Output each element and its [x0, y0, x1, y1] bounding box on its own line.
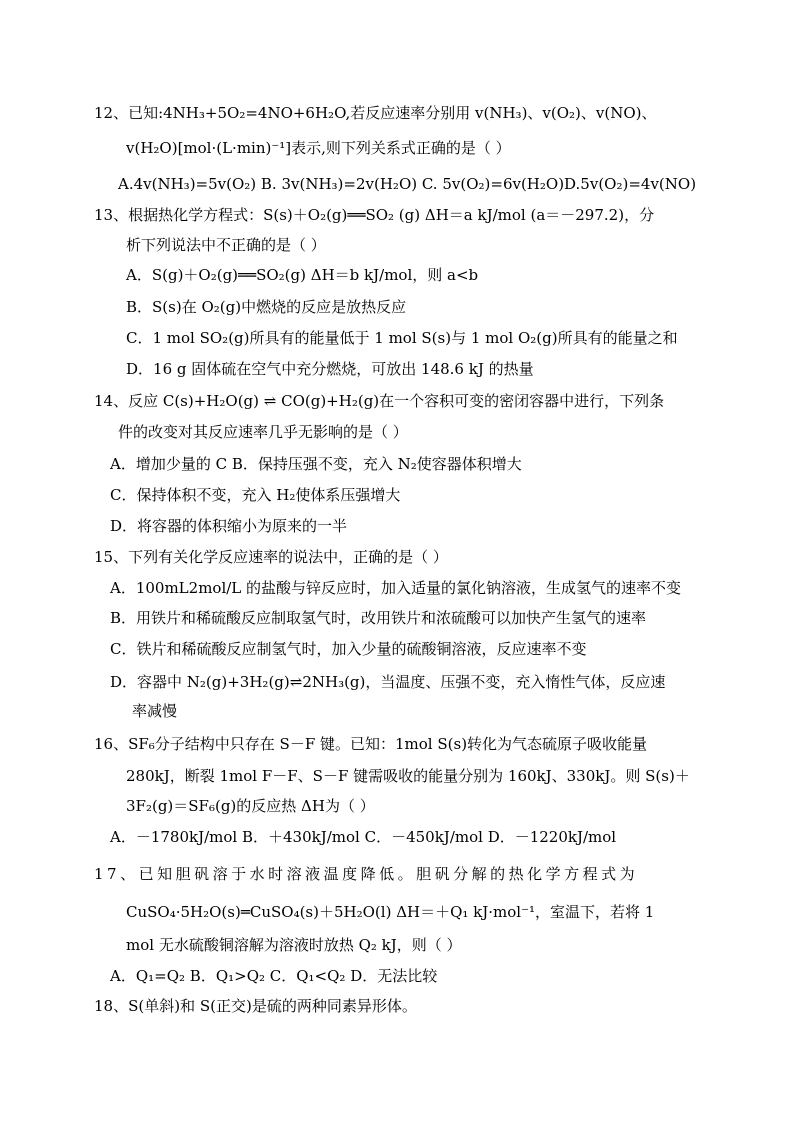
q15-option-d-line-2: 率减慢 [132, 702, 178, 720]
q17-stem-line-2: CuSO₄·5H₂O(s)═CuSO₄(s)＋5H₂O(l) ΔH＝＋Q₁ kJ·mol⁻¹，室温下，若将 1 [126, 903, 655, 921]
q13-stem-line-2: 析下列说法中不正确的是（ ） [126, 236, 326, 254]
q17-stem-line-1: 17、已知胆矾溶于水时溶液温度降低。胆矾分解的热化学方程式为 [94, 865, 639, 883]
q13-option-d: D．16 g 固体硫在空气中充分燃烧，可放出 148.6 kJ 的热量 [126, 360, 534, 378]
q17-options: A．Q₁=Q₂ B．Q₁>Q₂ C．Q₁<Q₂ D．无法比较 [110, 967, 438, 985]
q12-options: A.4v(NH₃)=5v(O₂) B. 3v(NH₃)=2v(H₂O) C. 5v(O₂)=6v(H₂O)D.5v(O₂)=4v(NO) [118, 175, 697, 193]
q18-stem: 18、S(单斜)和 S(正交)是硫的两种同素异形体。 [94, 997, 417, 1015]
q14-option-ab: A．增加少量的 C B．保持压强不变，充入 N₂使容器体积增大 [110, 455, 522, 473]
q12-stem-line-1: 12、已知:4NH₃+5O₂=4NO+6H₂O,若反应速率分别用 v(NH₃)、v(O₂)、v(NO)、 [94, 104, 657, 122]
q16-stem-line-3: 3F₂(g)＝SF₆(g)的反应热 ΔH为（ ） [126, 797, 375, 815]
q15-option-a: A．100mL2mol/L 的盐酸与锌反应时，加入适量的氯化钠溶液，生成氢气的速率不变 [110, 579, 682, 597]
q14-stem-line-1: 14、反应 C(s)+H₂O(g) ⇌ CO(g)+H₂(g)在一个容积可变的密闭容器中进行，下列条 [94, 392, 665, 410]
q15-option-c: C．铁片和稀硫酸反应制氢气时，加入少量的硫酸铜溶液，反应速率不变 [110, 640, 587, 658]
q13-option-b: B．S(s)在 O₂(g)中燃烧的反应是放热反应 [126, 298, 407, 316]
q16-stem-line-1: 16、SF₆分子结构中只存在 S－F 键。已知：1mol S(s)转化为气态硫原子吸收能量 [94, 735, 648, 753]
q15-option-b: B．用铁片和稀硫酸反应制取氢气时，改用铁片和浓硫酸可以加快产生氢气的速率 [110, 609, 647, 627]
q17-stem-line-3: mol 无水硫酸铜溶解为溶液时放热 Q₂ kJ，则（ ） [126, 936, 462, 954]
q15-option-d-line-1: D．容器中 N₂(g)+3H₂(g)⇌2NH₃(g)，当温度、压强不变，充入惰性气体，反应速 [110, 673, 666, 691]
q13-option-c: C．1 mol SO₂(g)所具有的能量低于 1 mol S(s)与 1 mol O₂(g)所具有的能量之和 [126, 329, 678, 347]
q12-stem-line-2: v(H₂O)[mol·(L·min)⁻¹]表示,则下列关系式正确的是（ ） [126, 139, 511, 157]
q14-option-c: C．保持体积不变，充入 H₂使体系压强增大 [110, 486, 401, 504]
q16-options: A．－1780kJ/mol B．＋430kJ/mol C．－450kJ/mol D．－1220kJ/mol [110, 828, 617, 846]
q14-stem-line-2: 件的改变对其反应速率几乎无影响的是（ ） [118, 423, 408, 441]
q13-stem-line-1: 13、根据热化学方程式：S(s)＋O₂(g)══SO₂ (g) ΔH＝a kJ/mol (a＝－297.2)，分 [94, 206, 655, 224]
q15-stem: 15、下列有关化学反应速率的说法中，正确的是（ ） [94, 548, 448, 566]
q14-option-d: D．将容器的体积缩小为原来的一半 [110, 517, 348, 535]
q13-option-a: A．S(g)＋O₂(g)══SO₂(g) ΔH＝b kJ/mol，则 a<b [126, 266, 479, 284]
q16-stem-line-2: 280kJ，断裂 1mol F－F、S－F 键需吸收的能量分别为 160kJ、330kJ。则 S(s)＋ [126, 767, 690, 785]
